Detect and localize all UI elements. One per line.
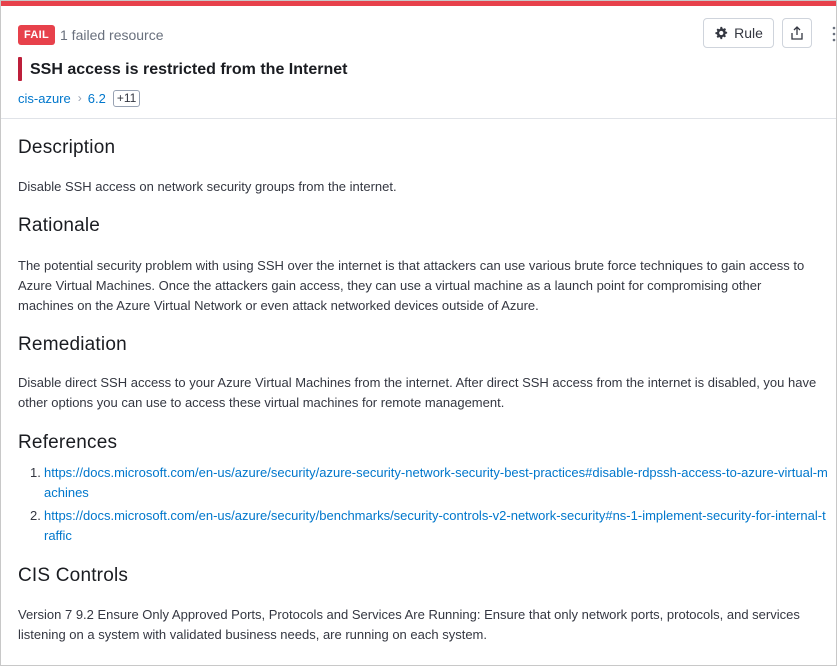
reference-number: 2. (30, 508, 41, 523)
flyout-header (1, 6, 836, 119)
description-heading: Description (18, 137, 116, 158)
references-heading: References (18, 432, 118, 453)
status-badge: FAIL (18, 25, 55, 45)
more-tags-badge[interactable]: +11 (113, 90, 140, 107)
chevron-right-icon: › (77, 91, 82, 105)
rule-button-label: Rule (734, 25, 763, 41)
references-list (18, 463, 830, 549)
cis-controls-text: Version 7 9.2 Ensure Only Approved Ports, Protocols and Services Are Running: Ensure that only network ports, protocols, and services listening on a system with validated business needs, are running on each system. (18, 607, 800, 642)
gear-icon (714, 26, 728, 40)
description-text: Disable SSH access on network security groups from the internet. (18, 179, 397, 194)
breadcrumb-section-link[interactable]: 6.2 (87, 90, 106, 106)
remediation-heading: Remediation (18, 334, 127, 355)
share-export-icon (789, 25, 805, 41)
reference-link[interactable]: https://docs.microsoft.com/en-us/azure/security/benchmarks/security-controls-v2-network-security#ns-1-implement-security-for-internal-traffic (44, 508, 826, 543)
rationale-heading: Rationale (18, 215, 101, 236)
page-title: SSH access is restricted from the Internet (30, 61, 348, 78)
breadcrumb-benchmark-link[interactable]: cis-azure (18, 90, 71, 106)
failed-resource-count: 1 failed resource (60, 27, 164, 43)
share-button[interactable] (782, 18, 812, 48)
rule-button[interactable] (703, 18, 774, 48)
reference-item (18, 506, 830, 546)
reference-item (18, 463, 830, 503)
reference-link[interactable]: https://docs.microsoft.com/en-us/azure/security/azure-security-network-security-best-practices#disable-rdpssh-access-to-azure-virtual-machines (44, 465, 828, 500)
remediation-text: Disable direct SSH access to your Azure Virtual Machines from the internet. After direct SSH access from the internet is disabled, you have other options you can use to access these virtual machines for remote management. (18, 375, 817, 410)
rationale-text: The potential security problem with using SSH over the internet is that attackers can use various brute force techniques to gain access to Azure Virtual Machines. Once the attackers gain access, they can use a virtual machine as a launch point for compromising other machines on the Azure Virtual Network or even attack networked devices outside of Azure. (18, 258, 805, 313)
breadcrumb (18, 88, 140, 108)
cis-controls-heading: CIS Controls (18, 565, 129, 586)
reference-number: 1. (30, 465, 41, 480)
title-accent-bar (18, 57, 22, 81)
more-vertical-icon[interactable] (831, 24, 837, 44)
